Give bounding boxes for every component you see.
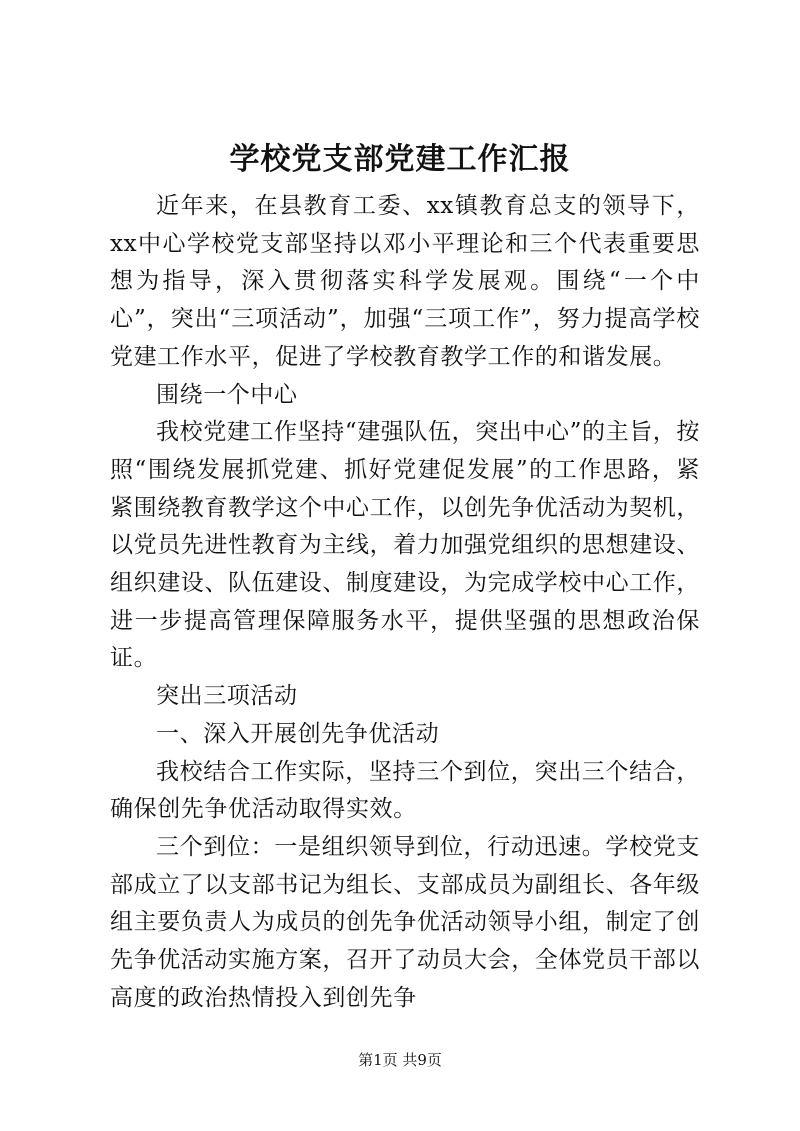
document-body (110, 188, 700, 1017)
subheading-activity-one: 一、深入开展创先争优活动 (156, 720, 440, 747)
document-title: 学校党支部党建工作汇报 (229, 142, 571, 177)
paragraph-activity-summary: 我校结合工作实际，坚持三个到位，突出三个结合，确保创先争优活动取得实效。 (110, 758, 700, 823)
section-heading-one-center: 围绕一个中心 (156, 381, 298, 408)
section-heading-three-activities: 突出三项活动 (156, 683, 298, 710)
paragraph-three-in-place: 三个到位：一是组织领导到位，行动迅速。学校党支部成立了以支部书记为组长、支部成员为副组长、各年级组主要负责人为成员的创先争优活动领导小组，制定了创先争优活动实施方案，召开了动员大会，全体党员干部以高度的政治热情投入到创先争 (110, 833, 700, 1011)
page-number-footer: 第1页 共9页 (358, 1051, 442, 1069)
paragraph-intro: 近年来，在县教育工委、xx镇教育总支的领导下，xx中心学校党支部坚持以邓小平理论和三个代表重要思想为指导，深入贯彻落实科学发展观。围绕“一个中心”，突出“三项活动”，加强“三项工作”，努力提高学校党建工作水平，促进了学校教育教学工作的和谐发展。 (110, 193, 700, 370)
paragraph-one-center: 我校党建工作坚持“建强队伍，突出中心”的主旨，按照“围绕发展抓党建、抓好党建促发展”的工作思路，紧紧围绕教育教学这个中心工作，以创先争优活动为契机，以党员先进性教育为主线，着力加强党组织的思想建设、组织建设、队伍建设、制度建设，为完成学校中心工作，进一步提高管理保障服务水平，提供坚强的思想政治保证。 (110, 419, 700, 672)
